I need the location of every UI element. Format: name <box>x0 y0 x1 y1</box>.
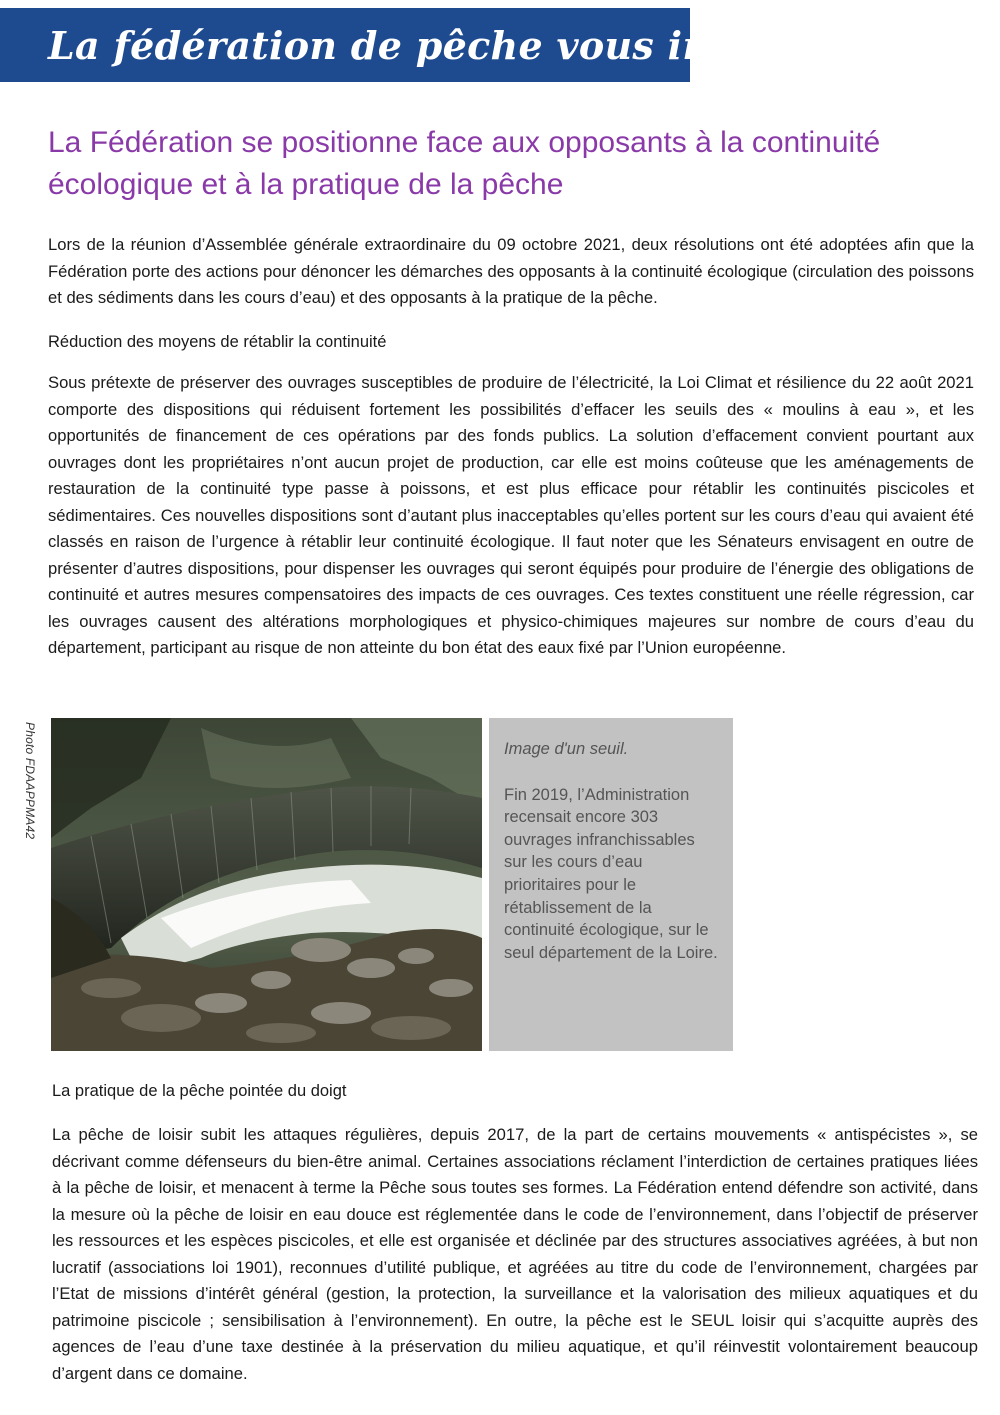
section-heading-fishing: La pratique de la pêche pointée du doigt <box>52 1082 347 1100</box>
intro-paragraph: Lors de la réunion d’Assemblée générale extraordinaire du 09 octobre 2021, deux résolutions ont été adoptées afin que la Fédération porte des actions pour dénoncer les démarches des opposants à la continuité écologique (circulation des poissons et des sédiments dans les cours d’eau) et des opposants à la pratique de la pêche. <box>48 235 974 307</box>
caption-text: Fin 2019, l’Administration recensait encore 303 ouvrages infranchissables sur les cours d’eau prioritaires pour le rétablissement de la continuité écologique, sur le seul département de la Loire. <box>504 785 718 962</box>
section-body-fishing: La pêche de loisir subit les attaques régulières, depuis 2017, de la part de certains mouvements « antispécistes », se décrivant comme défenseurs du bien-être animal. Certaines associations réclament l’interdiction de certaines pratiques liées à la pêche de loisir, et menacent à terme la Pêche sous toutes ses formes. La Fédération entend défendre son activité, dans la mesure où la pêche de loisir en eau douce est réglementée dans le code de l’environnement, dans l’objectif de préserver les ressources et les espèces piscicoles, et elle est organisée et déclinée par des structures associatives agréées, à but non lucratif (associations loi 1901), reconnues d’utilité publique, et agréées au titre du code de l’environnement, chargées par l’Etat de missions d’intérêt général (gestion, la protection, la surveillance et la valorisation des milieux aquatiques et du patrimoine piscicole ; sensibilisation à l’environnement). En outre, la pêche est le SEUL loisir qui s’acquitte auprès des agences de l’eau d’une taxe destinée à la préservation du milieu aquatique, et qu’il réinvestit volontairement beaucoup d’argent dans ce domaine. <box>52 1125 978 1383</box>
photo-credit: Photo FDAAPPMA42 <box>23 722 37 840</box>
header-banner <box>0 8 838 82</box>
section-body-continuity: Sous prétexte de préserver des ouvrages susceptibles de produire de l’électricité, la Loi Climat et résilience du 22 août 2021 comporte des dispositions qui réduisent fortement les possibilités d’effacer les seuils des « moulins à eau », et les opportunités de financement de ces opérations par des fonds publics. La solution d’effacement convient pourtant aux ouvrages dont les propriétaires n’ont aucun projet de production, car elle est moins coûteuse que les aménagements de restauration de la continuité type passe à poissons, et est plus efficace pour rétablir les continuités piscicoles et sédimentaires. Ces nouvelles dispositions sont d’autant plus inacceptables qu’elles portent sur les cours d’eau qui avaient été classés en raison de l’urgence à rétablir leur continuité écologique. Il faut noter que les Sénateurs envisagent en outre de présenter d’autres dispositions, pour dispenser les ouvrages qui seront équipés pour produire de l’énergie des obligations de continuité et autres mesures compensatoires des impacts de ces ouvrages. Ces textes constituent une réelle régression, car les ouvrages causent des altérations morphologiques et physico-chimiques majeures sur nombre de cours d’eau du département, participant au risque de non atteinte du bon état des eaux fixé par l’Union européenne. <box>48 373 974 657</box>
photo-caption-box <box>489 718 733 1051</box>
weir-photo <box>51 718 482 1051</box>
banner-title: La fédération de pêche vous informe <box>48 22 838 68</box>
caption-title: Image d'un seuil. <box>504 740 629 758</box>
article-headline: La Fédération se positionne face aux opposants à la continuité écologique et à la pratique de la pêche <box>48 126 881 201</box>
section-heading-continuity: Réduction des moyens de rétablir la continuité <box>48 333 387 351</box>
